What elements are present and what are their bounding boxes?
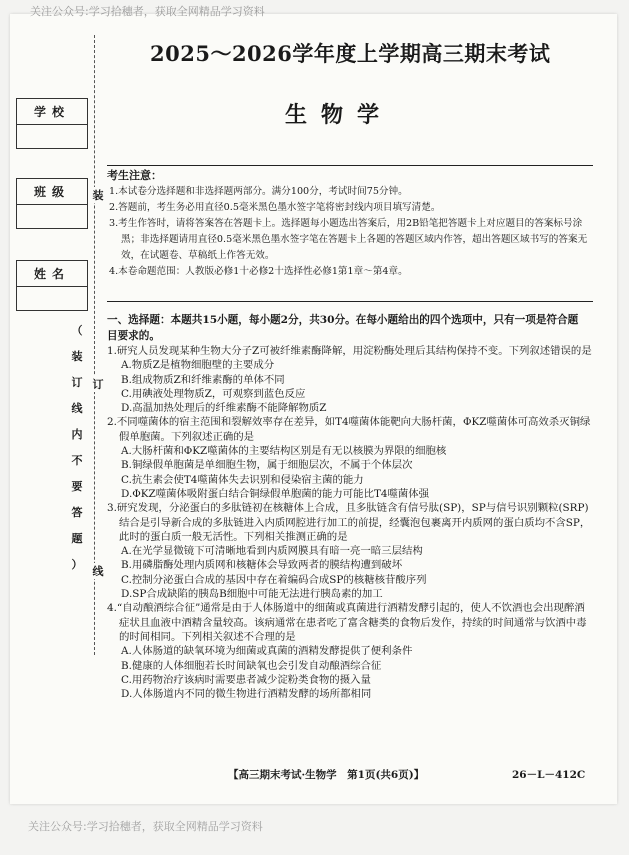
question-stem: 2.不同噬菌体的宿主范围和裂解效率存在差异，如T4噬菌体能靶向大肠杆菌，ΦKZ噬菌体可高效杀灭铜绿假单胞菌。下列叙述正确的是 [107, 416, 591, 443]
section-1-header: 一、选择题：本题共15小题，每小题2分，共30分。在每小题给出的四个选项中，只有一项是符合题目要求的。 [107, 314, 579, 342]
class-blank [17, 205, 87, 228]
name-label: 姓名 [17, 261, 87, 287]
question-stem: 1.研究人员发现某种生物大分子Z可被纤维素酶降解，用淀粉酶处理后其结构保持不变。下列叙述错误的是 [107, 345, 592, 357]
binding-mark: 订 [92, 378, 104, 391]
binding-notice-char: 装 [71, 350, 83, 363]
question-1 [107, 344, 595, 415]
notice-item: 2.答题前，考生务必用直径0.5毫米黑色墨水签字笔将密封线内项目填写清楚。 [109, 202, 441, 213]
binding-notice-char: ） [71, 558, 83, 571]
notice-top-rule [107, 165, 593, 166]
question-option: D.ΦKZ噬菌体吸附蛋白结合铜绿假单胞菌的能力可能比T4噬菌体强 [121, 487, 430, 500]
page-footer: 【高三期末考试·生物学 第1页(共6页)】 [228, 769, 425, 781]
question-option: B.用磷脂酶处理内质网和核糖体会导致两者的膜结构遭到破坏 [121, 559, 403, 572]
notice-title: 考生注意： [107, 169, 162, 182]
binding-notice-char: 线 [71, 402, 83, 415]
question-option: C.控制分泌蛋白合成的基因中存在着编码合成SP的核糖核苷酸序列 [121, 573, 427, 586]
question-option: C.抗生素会使T4噬菌体失去识别和侵染宿主菌的能力 [121, 473, 364, 486]
binding-notice-char: 答 [71, 506, 83, 519]
question-3 [107, 501, 595, 601]
question-stem: 4.“自动酿酒综合征”通常是由于人体肠道中的细菌或真菌进行酒精发酵引起的，使人不饮酒也会出现醉酒症状且血液中酒精含量较高。该病通常在患者吃了富含糖类的食物后发作，持续的时间通常与饮酒中毒的时间相同。下列相关叙述不合理的是 [107, 602, 587, 643]
school-blank [17, 125, 87, 148]
class-field [16, 178, 88, 229]
subject-title: 生物学 [285, 102, 394, 128]
binding-notice-char: 要 [71, 480, 83, 493]
exam-title: 2025～2026学年度上学期高三期末考试 [150, 41, 551, 66]
question-option: D.高温加热处理后的纤维素酶不能降解物质Z [121, 402, 327, 415]
binding-mark: 装 [92, 189, 104, 202]
school-label: 学校 [17, 99, 87, 125]
question-option: A.物质Z是植物细胞壁的主要成分 [121, 359, 275, 372]
school-field [16, 98, 88, 149]
name-field [16, 260, 88, 311]
question-option: B.铜绿假单胞菌是单细胞生物，属于细胞层次，不属于个体层次 [121, 459, 413, 472]
binding-notice-char: 订 [71, 376, 83, 389]
question-option: C.用药物治疗该病时需要患者减少淀粉类食物的摄入量 [121, 673, 371, 686]
binding-notice [70, 318, 84, 578]
binding-notice-char: （ [71, 324, 83, 337]
question-option: A.大肠杆菌和ΦKZ噬菌体的主要结构区别是有无以核膜为界限的细胞核 [121, 445, 447, 458]
watermark-top: 关注公众号:学习拾穗者，获取全网精品学习资料 [30, 5, 265, 18]
binding-notice-char: 内 [71, 428, 83, 441]
question-option: A.人体肠道的缺氧环境为细菌或真菌的酒精发酵提供了便利条件 [121, 645, 413, 658]
question-4 [107, 601, 595, 701]
question-option: B.组成物质Z和纤维素酶的单体不同 [121, 373, 285, 386]
question-option: A.在光学显微镜下可清晰地看到内质网膜具有暗一亮一暗三层结构 [121, 545, 423, 558]
notice-item: 4.本卷命题范围：人教版必修1十必修2十选择性必修1第1章～第4章。 [109, 266, 408, 277]
name-blank [17, 287, 87, 310]
question-option: B.健康的人体细胞若长时间缺氧也会引发自动酿酒综合征 [121, 659, 382, 672]
question-option: D.SP合成缺陷的胰岛B细胞中可能无法进行胰岛素的加工 [121, 588, 383, 601]
class-label: 班级 [17, 179, 87, 205]
question-stem: 3.研究发现，分泌蛋白的多肽链初在核糖体上合成，且多肽链含有信号肽(SP)，SP与信号识别颗粒(SRP)结合是引导新合成的多肽链进入内质网腔进行加工的前提，经囊泡包裹离开内质网的蛋白质均不含SP，此时的蛋白质一般无活性。下列相关推测正确的是 [107, 502, 591, 543]
notice-bottom-rule [107, 301, 593, 302]
binding-mark: 线 [92, 565, 104, 578]
binding-notice-char: 不 [71, 454, 83, 467]
question-list [107, 344, 595, 701]
binding-dash-line [94, 35, 95, 655]
binding-notice-char: 题 [71, 532, 83, 545]
exam-notice [107, 168, 593, 280]
notice-item: 1.本试卷分选择题和非选择题两部分。满分100分，考试时间75分钟。 [109, 186, 408, 197]
question-option: C.用碘液处理物质Z，可观察到蓝色反应 [121, 387, 306, 400]
notice-item: 3.考生作答时，请将答案答在答题卡上。选择题每小题选出答案后，用2B铅笔把答题卡上对应题目的答案标号涂黑；非选择题请用直径0.5毫米黑色墨水签字笔在答题卡上各题的答题区域内作答，超出答题区域书写的答案无效，在试题卷、草稿纸上作答无效。 [109, 218, 588, 261]
question-2 [107, 415, 595, 501]
watermark-bottom: 关注公众号:学习拾穗者，获取全网精品学习资料 [28, 820, 263, 833]
question-option: D.人体肠道内不同的微生物进行酒精发酵的场所都相同 [121, 688, 372, 701]
paper-code: 26－L－412C [512, 769, 586, 781]
